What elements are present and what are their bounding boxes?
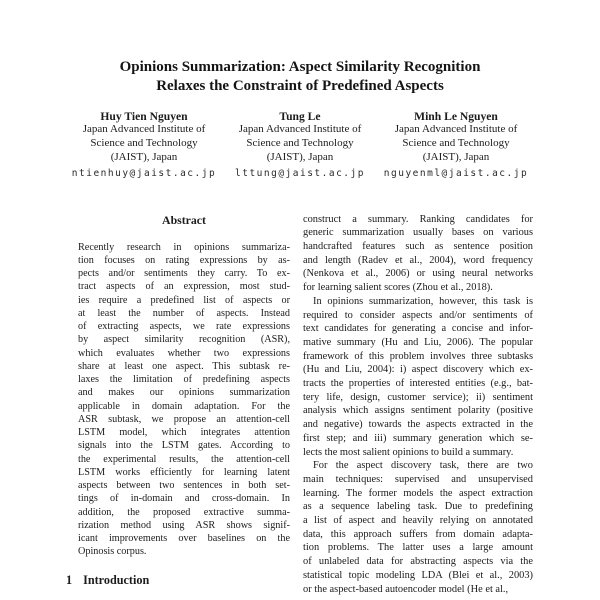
- text-line: applicable in domain adaptation. For the: [78, 400, 290, 412]
- two-column-body: [66, 213, 533, 597]
- text-line: share at least one aspect. This subtask re-: [78, 360, 290, 372]
- section-heading-introduction: [66, 573, 293, 588]
- text-line: for learning salient scores (Zhou et al., 2018).: [303, 282, 493, 294]
- text-line: text candidates for generating a concise and infor-: [303, 323, 533, 335]
- text-line: aspects between two sentences in both set-: [78, 480, 290, 492]
- paper-title-line-1: Opinions Summarization: Aspect Similarity Recognition: [119, 59, 481, 75]
- author-1-affiliation-line: Japan Advanced Institute of: [82, 123, 206, 136]
- text-line: and makes our opinions summarization: [78, 387, 290, 399]
- text-line: first step; and iii) summary generation which se-: [303, 432, 533, 444]
- text-line: tracts the properties of interested entities (e.g., bat-: [303, 378, 533, 390]
- author-3-email: nguyenml@jaist.ac.jp: [383, 167, 529, 179]
- text-line: addition, the proposed extractive summa-: [78, 506, 290, 518]
- author-2-affiliation-line: Science and Technology: [246, 136, 354, 149]
- text-line: required to consider aspects and/or sentiments of: [303, 309, 533, 321]
- text-line: tract aspects of an expression, most stud-: [78, 281, 290, 293]
- paragraph: [303, 459, 533, 596]
- text-line: learning. The former models the aspect extraction: [303, 487, 533, 499]
- text-line: In opinions summarization, however, this task is: [313, 295, 533, 307]
- text-line: icant improvements over baselines on the: [78, 533, 290, 545]
- paper-title-line-2: Relaxes the Constraint of Predefined Aspects: [156, 77, 444, 94]
- author-1-affiliation-line: (JAIST), Japan: [110, 150, 178, 163]
- text-line: LSTM model, which integrates attention: [78, 427, 290, 439]
- text-line: mative summary (Hu and Liu, 2006). The popular: [303, 336, 533, 348]
- text-line: analysis which assigns sentiment polarity (positive: [303, 405, 533, 417]
- abstract-text: [78, 241, 290, 559]
- author-2-affiliation-line: (JAIST), Japan: [266, 150, 334, 163]
- text-line: (Hu and Liu, 2004): i) aspect discovery which ex-: [303, 364, 533, 376]
- text-line: the experimental results, the attention-cell: [78, 453, 290, 465]
- author-3-affiliation-line: (JAIST), Japan: [422, 150, 490, 163]
- text-line: main techniques: supervised and unsupervised: [303, 473, 533, 485]
- left-column: [66, 213, 293, 597]
- author-2-email: lttung@jaist.ac.jp: [235, 167, 365, 179]
- author-3: [378, 110, 534, 179]
- text-line: LSTM works efficiently for learning latent: [78, 466, 290, 478]
- text-line: signals into the LSTM gates. According to: [78, 440, 290, 452]
- author-3-name: Minh Le Nguyen: [414, 110, 498, 124]
- author-3-affiliation-line: Science and Technology: [402, 136, 510, 149]
- text-line: tion focuses on rating expressions by as-: [78, 254, 290, 266]
- text-line: a list of aspect and heavily relying on annotated: [303, 515, 533, 527]
- section-title: Introduction: [83, 572, 150, 587]
- abstract-heading: Abstract: [162, 212, 206, 227]
- author-2-name: Tung Le: [279, 110, 321, 124]
- text-line: pects and/or sentiments they carry. To ex-: [78, 268, 290, 280]
- text-line: tings of in-domain and cross-domain. In: [78, 493, 290, 505]
- text-line: data, this approach suffers from domain adapta-: [303, 528, 533, 540]
- paragraph: [303, 295, 533, 459]
- text-line: as a sequence labeling task. Due to predefining: [303, 501, 533, 513]
- text-line: handcrafted features such as sentence position: [303, 240, 533, 252]
- author-3-affiliation-line: Japan Advanced Institute of: [394, 123, 518, 136]
- text-line: tery life, design, customer service); ii) sentiment: [303, 391, 533, 403]
- author-1-email: ntienhuy@jaist.ac.jp: [71, 167, 217, 179]
- text-line: ASR subtask, we propose an attention-cell: [78, 413, 290, 425]
- text-line: (Nenkova et al., 2006) or using neural networks: [303, 268, 533, 280]
- text-line: laxes the limitation of predefining aspects: [78, 374, 290, 386]
- text-line: of extracting aspects, we rate expressions: [78, 321, 290, 333]
- text-line: statistical topic modeling LDA (Blei et al., 2003): [303, 569, 533, 581]
- text-line: and length (Radev et al., 2004), word frequency: [303, 254, 533, 266]
- author-2-affiliation-line: Japan Advanced Institute of: [238, 123, 362, 136]
- text-line: by aspect similarity recognition (ASR),: [78, 334, 290, 346]
- text-line: tion problems. The latter uses a large amount: [303, 542, 533, 554]
- text-line: or the aspect-based autoencoder model (He et al.,: [303, 583, 509, 595]
- author-1: [66, 110, 222, 179]
- text-line: Recently research in opinions summariza-: [78, 241, 290, 253]
- right-column: [303, 213, 533, 597]
- author-block: [0, 110, 600, 179]
- text-line: lects the most salient opinions to build a summary.: [303, 446, 514, 458]
- text-line: construct a summary. Ranking candidates for: [303, 213, 533, 225]
- text-line: of unlabeled data for abstracting aspects via the: [303, 556, 533, 568]
- text-line: rization method using ASR shows signif-: [78, 519, 290, 531]
- text-line: framework of this problem involves three subtasks: [303, 350, 533, 362]
- author-2: [222, 110, 378, 179]
- section-number: 1: [66, 572, 73, 587]
- text-line: at least the number of aspects. Instead: [78, 307, 290, 319]
- text-line: Opinosis corpus.: [78, 546, 147, 558]
- abstract: [78, 213, 290, 559]
- author-1-affiliation-line: Science and Technology: [90, 136, 198, 149]
- text-line: generic summarization usually bases on various: [303, 227, 533, 239]
- text-line: ies require a predefined list of aspects or: [78, 294, 290, 306]
- author-1-name: Huy Tien Nguyen: [100, 110, 188, 124]
- paper-title: [0, 58, 600, 95]
- text-line: and negative) towards the aspects extracted in the: [303, 419, 533, 431]
- paragraph: [303, 213, 533, 295]
- text-line: which evaluates whether two expressions: [78, 347, 290, 359]
- text-line: For the aspect discovery task, there are two: [313, 460, 533, 472]
